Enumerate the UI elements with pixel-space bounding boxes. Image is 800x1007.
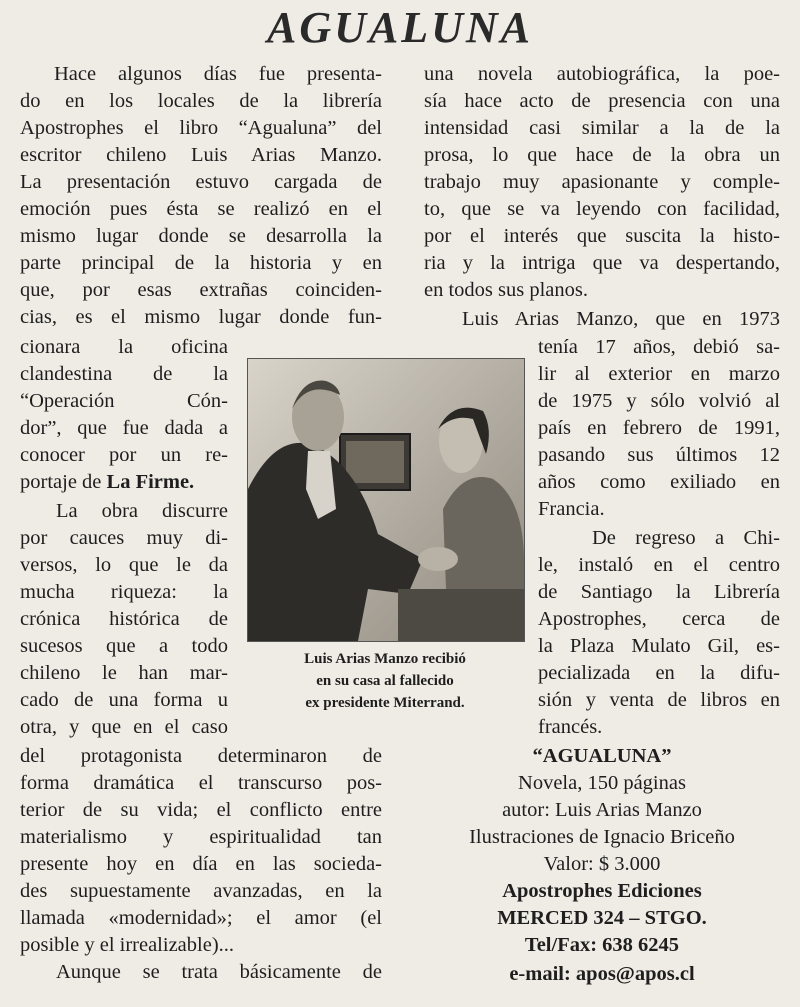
body-line: terior de su vida; el conflicto entre xyxy=(20,799,382,821)
body-line: dor”, que fue dada a xyxy=(20,417,228,439)
body-line: De regreso a Chi- xyxy=(592,527,780,549)
body-line: francés. xyxy=(538,716,603,738)
body-line: sía hace acto de presencia con una xyxy=(424,90,780,112)
body-line: versos, lo que le da xyxy=(20,554,228,576)
body-line: años como exiliado en xyxy=(538,471,780,493)
body-line: cias, es el mismo lugar donde fun- xyxy=(20,306,382,328)
body-line: parte principal de la historia y en xyxy=(20,252,382,274)
newspaper-name: La Firme. xyxy=(106,471,195,493)
body-line: crónica histórica de xyxy=(20,608,228,630)
body-line: do en los locales de la librería xyxy=(20,90,382,112)
book-title: “AGUALUNA” xyxy=(532,745,672,767)
body-line: prosa, lo que hace de la obra un xyxy=(424,144,780,166)
body-line: lir al exterior en marzo xyxy=(538,363,780,385)
body-line: mismo lugar donde se desarrolla la xyxy=(20,225,382,247)
body-line: de Santiago la Librería xyxy=(538,581,780,603)
publisher-address: MERCED 324 – STGO. xyxy=(497,907,707,929)
body-line xyxy=(20,469,228,496)
body-line: Aunque se trata básicamente de xyxy=(56,961,382,983)
article-title: AGUALUNA xyxy=(266,3,534,52)
photo-caption-line: Luis Arias Manzo recibió xyxy=(304,651,466,667)
body-line: trabajo muy apasionante y comple- xyxy=(424,171,780,193)
body-line: Hace algunos días fue presenta- xyxy=(54,63,382,85)
publisher-phone: Tel/Fax: 638 6245 xyxy=(524,934,680,956)
body-line: por el interés que suscita la histo- xyxy=(424,225,780,247)
body-line: una novela autobiográfica, la poe- xyxy=(424,63,780,85)
photo-caption-line: ex presidente Miterrand. xyxy=(305,695,465,711)
book-genre: Novela, 150 páginas xyxy=(518,772,686,794)
body-line: forma dramática el transcurso pos- xyxy=(20,772,382,794)
body-line: en todos sus planos. xyxy=(424,279,588,301)
body-line: La obra discurre xyxy=(56,500,228,522)
body-line: conocer por un re- xyxy=(20,444,228,466)
book-illustrations: Ilustraciones de Ignacio Briceño xyxy=(469,826,735,848)
body-line: clandestina de la xyxy=(20,363,228,385)
body-line: La presentación estuvo cargada de xyxy=(20,171,382,193)
body-line: sucesos que a todo xyxy=(20,635,228,657)
body-line: cado de una forma u xyxy=(20,689,228,711)
body-line: país en febrero de 1991, xyxy=(538,417,780,439)
body-line: ria y la intriga que va despertando, xyxy=(424,252,780,274)
body-line: escritor chileno Luis Arias Manzo. xyxy=(20,144,382,166)
body-line: Francia. xyxy=(538,498,605,520)
body-line: materialismo y espiritualidad tan xyxy=(20,826,382,848)
body-line: por cauces muy di- xyxy=(20,527,228,549)
body-line: del protagonista determinaron de xyxy=(20,745,382,767)
publisher-email: e-mail: apos@apos.cl xyxy=(509,963,695,985)
body-line: de 1975 y sólo volvió al xyxy=(538,390,780,412)
body-line: presente hoy en día en las socieda- xyxy=(20,853,382,875)
photo-caption-line: en su casa al fallecido xyxy=(316,673,454,689)
body-line: emoción pues ésta se realizó en el xyxy=(20,198,382,220)
book-author: autor: Luis Arias Manzo xyxy=(502,799,702,821)
body-line: pecializada en la difu- xyxy=(538,662,780,684)
body-line: “Operación Cón- xyxy=(20,390,228,412)
body-line: chileno le han mar- xyxy=(20,662,228,684)
body-line: cionara la oficina xyxy=(20,336,228,358)
body-line: Apostrophes el libro “Agualuna” del xyxy=(20,117,382,139)
body-line: des supuestamente avanzadas, en la xyxy=(20,880,382,902)
body-line: mucha riqueza: la xyxy=(20,581,228,603)
body-line: intensidad casi similar a la de la xyxy=(424,117,780,139)
body-line: llamada «modernidad»; el amor (el xyxy=(20,907,382,929)
body-line: le, instaló en el centro xyxy=(538,554,780,576)
body-line: sión y venta de libros en xyxy=(538,689,780,711)
publisher-name: Apostrophes Ediciones xyxy=(502,880,702,902)
body-line: la Plaza Mulato Gil, es- xyxy=(538,635,780,657)
book-price: Valor: $ 3.000 xyxy=(543,853,661,875)
body-line: otra, y que en el caso xyxy=(20,716,228,738)
body-line: tenía 17 años, debió sa- xyxy=(538,336,780,358)
body-line: Apostrophes, cerca de xyxy=(538,608,780,630)
body-line: que, por esas extrañas coinciden- xyxy=(20,279,382,301)
body-line: posible y el irrealizable)... xyxy=(20,934,235,956)
article-photo xyxy=(247,358,525,642)
body-line: pasando sus últimos 12 xyxy=(538,444,780,466)
body-text: portaje de xyxy=(20,471,107,493)
body-line: Luis Arias Manzo, que en 1973 xyxy=(462,308,780,330)
body-line: to, que se va leyendo con facilidad, xyxy=(424,198,780,220)
